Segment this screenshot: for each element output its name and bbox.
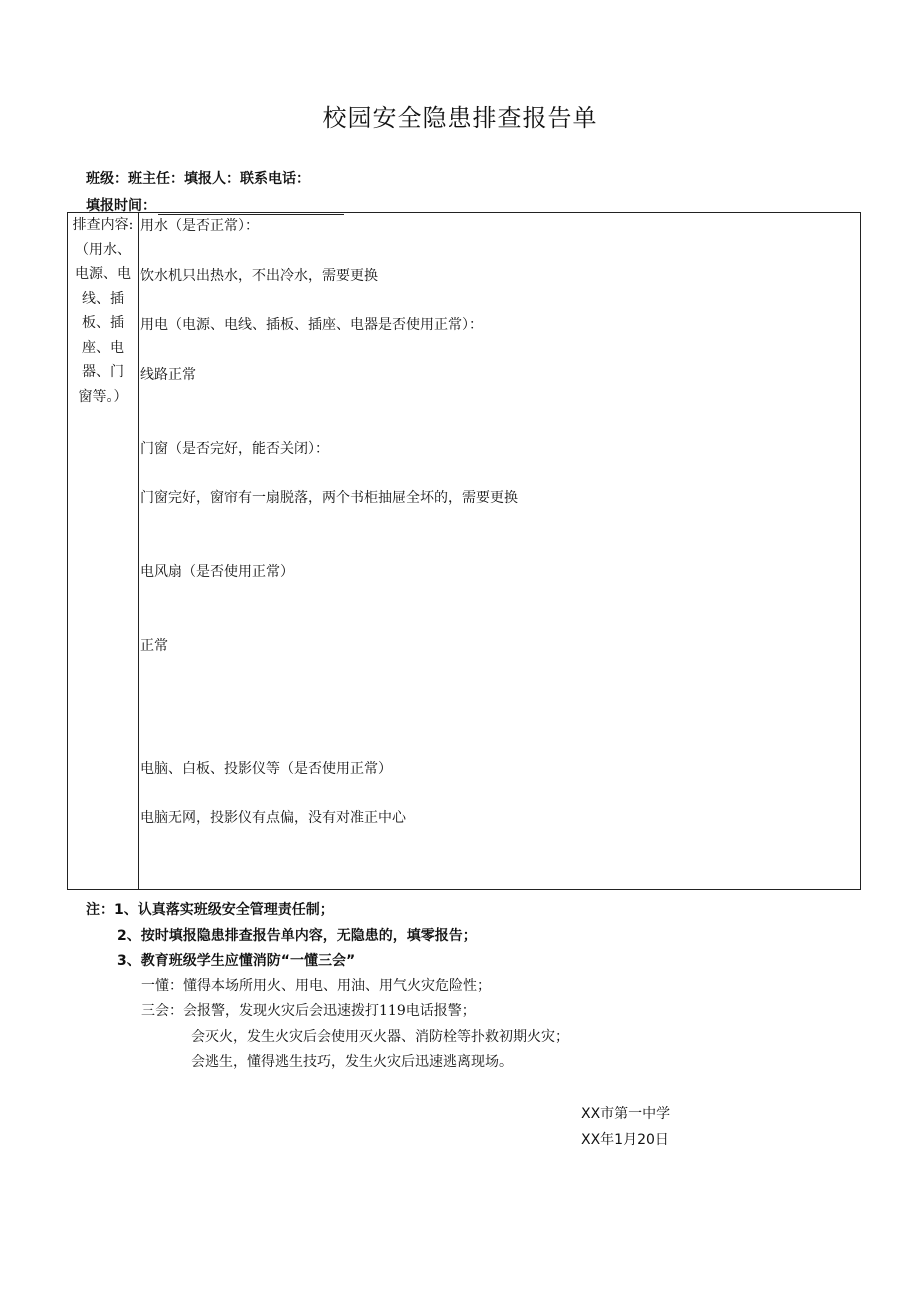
inspection-category-cell — [68, 213, 138, 409]
note-1: 注：1、认真落实班级安全管理责任制； — [86, 902, 334, 918]
note-2: 2、按时填报隐患排查报告单内容，无隐患的，填零报告； — [117, 928, 477, 944]
signature-school: XX市第一中学 — [581, 1106, 671, 1122]
signature-date: XX年1月20日 — [581, 1132, 669, 1148]
fill-time-label: 填报时间： — [86, 198, 156, 214]
category-line: （用水、 — [75, 241, 131, 258]
category-line: 电源、电 — [75, 266, 131, 282]
table-column-divider — [138, 213, 139, 889]
category-line: 排查内容: — [72, 217, 134, 233]
note-sanhui-3: 会逃生，懂得逃生技巧，发生火灾后迅速逃离现场。 — [191, 1054, 513, 1070]
info-line-class-teacher: 班级：班主任：填报人：联系电话： — [86, 171, 310, 187]
pc-question: 电脑、白板、投影仪等（是否使用正常） — [140, 761, 392, 777]
category-line: 座、电 — [82, 339, 124, 356]
water-question: 用水（是否正常）： — [140, 218, 259, 234]
power-question: 用电（电源、电线、插板、插座、电器是否使用正常）： — [140, 317, 483, 333]
category-line: 窗等。） — [78, 388, 128, 405]
note-sanhui-1: 三会：会报警，发现火灾后会迅速拨打119电话报警； — [141, 1003, 476, 1019]
note-yidong: 一懂：懂得本场所用火、用电、用油、用气火灾危险性； — [141, 978, 491, 994]
door-question: 门窗（是否完好，能否关闭）： — [140, 441, 329, 457]
inspection-table — [67, 212, 861, 890]
door-answer: 门窗完好，窗帘有一扇脱落，两个书柜抽屉全坏的，需要更换 — [140, 490, 518, 506]
category-line: 线、插 — [82, 290, 124, 307]
note-sanhui-2: 会灭火，发生火灾后会使用灭火器、消防栓等扑救初期火灾； — [191, 1029, 569, 1045]
category-line: 器、门 — [82, 364, 124, 380]
fan-answer: 正常 — [140, 638, 168, 654]
pc-answer: 电脑无网，投影仪有点偏，没有对准正中心 — [140, 810, 406, 826]
note-3: 3、教育班级学生应懂消防“一懂三会” — [117, 953, 356, 969]
page-title: 校园安全隐患排查报告单 — [322, 104, 598, 132]
water-answer: 饮水机只出热水，不出冷水，需要更换 — [140, 268, 378, 284]
fan-question: 电风扇（是否使用正常） — [140, 564, 294, 580]
category-line: 板、插 — [82, 315, 124, 331]
power-answer: 线路正常 — [140, 367, 196, 383]
